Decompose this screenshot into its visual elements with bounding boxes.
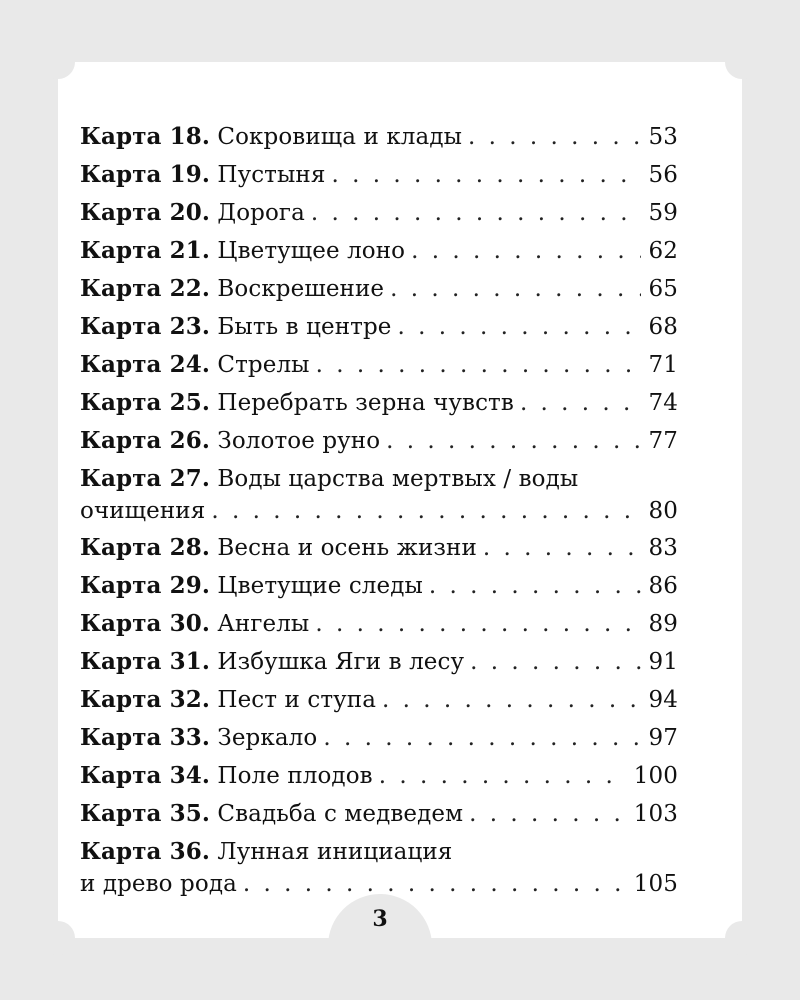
leader-dots [379, 758, 626, 795]
toc-card-label: Карта 26. [80, 427, 210, 454]
toc-title: Поле плодов [217, 763, 373, 789]
toc-page-number: 94 [648, 687, 678, 713]
toc-card-label: Карта 33. [80, 724, 210, 751]
toc-entry[interactable] [80, 719, 678, 757]
toc-card-label: Карта 25. [80, 389, 210, 416]
toc-title-continued: очищения [80, 498, 206, 524]
toc-card-label: Карта 35. [80, 800, 210, 827]
toc-card-label: Карта 29. [80, 572, 210, 599]
toc-entry[interactable] [80, 681, 678, 719]
toc-entry[interactable] [80, 308, 678, 346]
toc-card-label: Карта 28. [80, 534, 210, 561]
leader-dots [520, 385, 641, 422]
toc-title: Зеркало [217, 725, 318, 751]
toc-page-number: 100 [633, 763, 678, 789]
leader-dots [469, 796, 626, 833]
table-of-contents [80, 118, 678, 902]
toc-title: Пест и ступа [217, 687, 377, 713]
leader-dots [316, 347, 641, 384]
toc-page-number: 77 [648, 428, 678, 454]
leader-dots [323, 720, 640, 757]
page-corner [41, 921, 75, 955]
toc-page-number: 86 [648, 573, 678, 599]
toc-entry[interactable] [80, 232, 678, 270]
toc-title: Весна и осень жизни [217, 535, 477, 561]
toc-page-number: 59 [648, 200, 678, 226]
toc-card-label: Карта 32. [80, 686, 210, 713]
leader-dots [311, 195, 641, 232]
toc-entry[interactable] [80, 836, 678, 900]
toc-title: Цветущие следы [217, 573, 423, 599]
toc-page-number: 65 [648, 276, 678, 302]
leader-dots [468, 119, 641, 156]
toc-entry[interactable] [80, 156, 678, 194]
book-page [58, 62, 742, 938]
toc-title: Сокровища и клады [217, 124, 462, 150]
toc-title: Пустыня [217, 162, 326, 188]
toc-title: Перебрать зерна чувств [217, 390, 514, 416]
toc-card-label: Карта 30. [80, 610, 210, 637]
toc-entry[interactable] [80, 422, 678, 460]
toc-page-number: 56 [648, 162, 678, 188]
toc-card-label: Карта 34. [80, 762, 210, 789]
leader-dots [243, 868, 626, 900]
toc-title: Воскрешение [217, 276, 385, 302]
toc-page-number: 103 [633, 801, 678, 827]
leader-dots [390, 271, 640, 308]
toc-card-label: Карта 22. [80, 275, 210, 302]
toc-card-label: Карта 24. [80, 351, 210, 378]
toc-entry[interactable] [80, 118, 678, 156]
toc-title: Свадьба с медведем [217, 801, 464, 827]
toc-card-label: Карта 19. [80, 161, 210, 188]
toc-page-number: 68 [648, 314, 678, 340]
toc-card-label: Карта 31. [80, 648, 210, 675]
toc-card-label: Карта 27. [80, 465, 210, 492]
toc-title: Стрелы [217, 352, 310, 378]
leader-dots [382, 682, 641, 719]
leader-dots [429, 568, 641, 605]
toc-entry[interactable] [80, 270, 678, 308]
toc-title: Воды царства мертвых / воды [217, 466, 579, 492]
toc-entry[interactable] [80, 795, 678, 833]
page-corner [41, 45, 75, 79]
toc-card-label: Карта 36. [80, 838, 210, 865]
leader-dots [386, 423, 640, 460]
toc-entry[interactable] [80, 757, 678, 795]
toc-card-label: Карта 23. [80, 313, 210, 340]
toc-title-continued: и древо рода [80, 871, 237, 897]
toc-title: Избушка Яги в лесу [217, 649, 465, 675]
leader-dots [470, 644, 640, 681]
page-corner [725, 921, 759, 955]
toc-entry[interactable] [80, 346, 678, 384]
toc-title: Золотое руно [217, 428, 381, 454]
leader-dots [315, 606, 640, 643]
toc-page-number: 89 [648, 611, 678, 637]
toc-page-number: 80 [648, 498, 678, 524]
toc-entry[interactable] [80, 567, 678, 605]
leader-dots [483, 530, 641, 567]
toc-entry[interactable] [80, 384, 678, 422]
toc-title: Быть в центре [217, 314, 392, 340]
leader-dots [398, 309, 641, 346]
toc-page-number: 105 [633, 871, 678, 897]
toc-card-label: Карта 21. [80, 237, 210, 264]
toc-entry[interactable] [80, 529, 678, 567]
page-corner [725, 45, 759, 79]
toc-page-number: 97 [648, 725, 678, 751]
toc-title: Лунная инициация [217, 839, 453, 865]
toc-entry[interactable] [80, 463, 678, 527]
toc-card-label: Карта 20. [80, 199, 210, 226]
toc-page-number: 74 [648, 390, 678, 416]
leader-dots [211, 495, 640, 527]
toc-title: Ангелы [217, 611, 310, 637]
toc-page-number: 83 [648, 535, 678, 561]
page-number: 3 [372, 906, 388, 932]
toc-page-number: 53 [648, 124, 678, 150]
toc-entry[interactable] [80, 605, 678, 643]
toc-page-number: 62 [648, 238, 678, 264]
toc-entry[interactable] [80, 194, 678, 232]
toc-entry[interactable] [80, 643, 678, 681]
toc-page-number: 71 [648, 352, 678, 378]
toc-page-number: 91 [648, 649, 678, 675]
leader-dots [411, 233, 640, 270]
leader-dots [331, 157, 640, 194]
page-number-tab [328, 894, 432, 958]
toc-card-label: Карта 18. [80, 123, 210, 150]
toc-title: Дорога [217, 200, 305, 226]
toc-title: Цветущее лоно [217, 238, 406, 264]
